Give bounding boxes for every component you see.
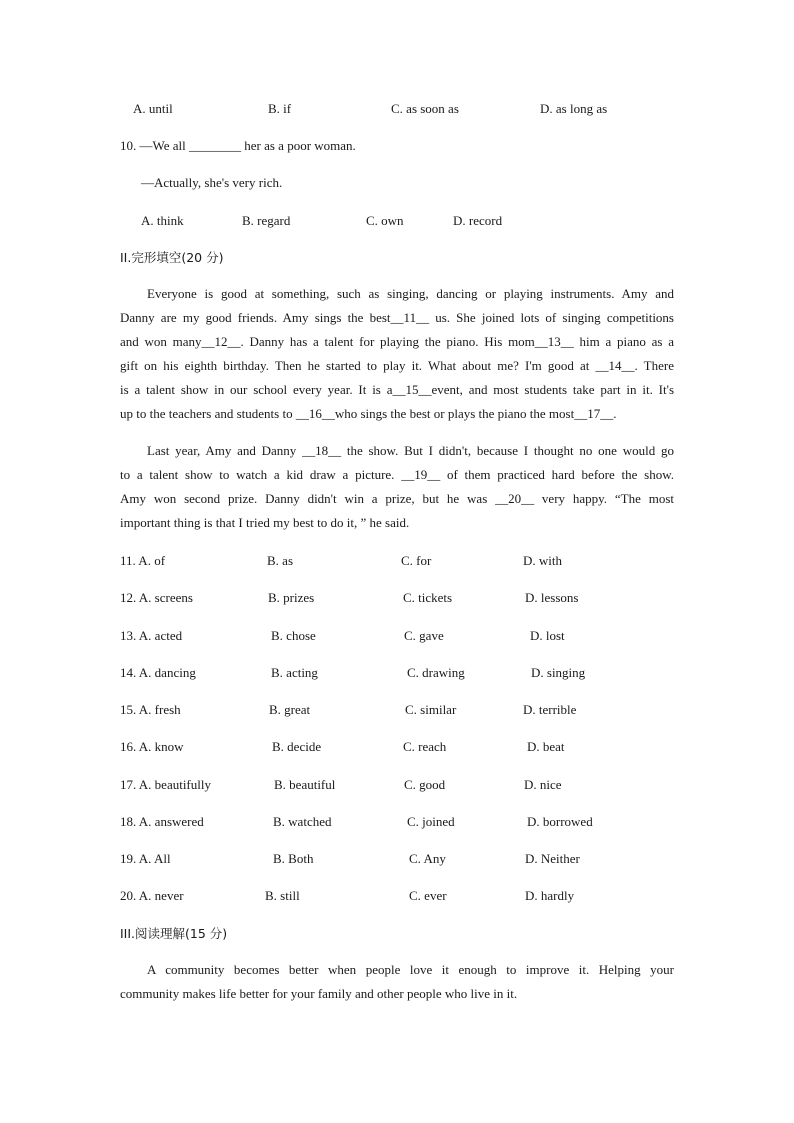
option-c: C. tickets — [403, 590, 453, 605]
section-3-heading: III.阅读理解(15 分) — [120, 926, 228, 941]
cloze-p2-line: Amy won second prize. Danny didn't win a prize, but he was __20__ very happy. “The most — [120, 491, 674, 506]
q10-option-c: C. own — [366, 213, 404, 228]
option-b: B. beautiful — [274, 777, 336, 792]
option-c: C. joined — [407, 814, 455, 829]
q10-option-b: B. regard — [242, 213, 291, 228]
option-a: 19. A. All — [120, 851, 171, 866]
option-d: D. lessons — [525, 590, 579, 605]
option-a: 15. A. fresh — [120, 702, 181, 717]
cloze-p1-line: and won many__12__. Danny has a talent for playing the piano. His mom__13__ him a piano as a — [120, 334, 674, 349]
cloze-p1-line: Everyone is good at something, such as singing, dancing or playing instruments. Amy and — [147, 286, 674, 301]
q9-option-d: D. as long as — [540, 101, 608, 116]
option-d: D. with — [523, 553, 562, 568]
option-b: B. still — [265, 888, 300, 903]
q10-option-a: A. think — [141, 213, 184, 228]
cloze-p2-line: to a talent show to watch a kid draw a picture. __19__ of them practiced hard before the show. — [120, 467, 674, 482]
option-b: B. Both — [273, 851, 314, 866]
option-b: B. as — [267, 553, 293, 568]
cloze-p1-line: is a talent show in our school every year. It is a__15__event, and most students take part in it. It's — [120, 382, 674, 397]
option-d: D. hardly — [525, 888, 575, 903]
option-c: C. reach — [403, 739, 447, 754]
q10-stem: 10. —We all ________ her as a poor woman. — [120, 138, 356, 153]
option-b: B. acting — [271, 665, 318, 680]
option-d: D. terrible — [523, 702, 577, 717]
option-d: D. singing — [531, 665, 586, 680]
option-c: C. Any — [409, 851, 446, 866]
option-b: B. decide — [272, 739, 322, 754]
cloze-p1-line: Danny are my good friends. Amy sings the best__11__ us. She joined lots of singing competitions — [120, 310, 674, 325]
option-a: 16. A. know — [120, 739, 184, 754]
cloze-p1-line: gift on his eighth birthday. Then he started to play it. What about me? I'm good at __14__. There — [120, 358, 674, 373]
q9-option-a: A. until — [133, 101, 173, 116]
option-c: C. for — [401, 553, 432, 568]
section-2-heading: II.完形填空(20 分) — [120, 250, 224, 265]
option-a: 12. A. screens — [120, 590, 193, 605]
cloze-p2-line: important thing is that I tried my best to do it, ” he said. — [120, 515, 410, 530]
q10-option-d: D. record — [453, 213, 503, 228]
q10-reply: —Actually, she's very rich. — [141, 175, 283, 190]
option-a: 17. A. beautifully — [120, 777, 211, 792]
option-c: C. drawing — [407, 665, 465, 680]
option-b: B. prizes — [268, 590, 315, 605]
option-c: C. similar — [405, 702, 457, 717]
reading-line: A community becomes better when people love it enough to improve it. Helping your — [147, 962, 674, 977]
option-c: C. good — [404, 777, 446, 792]
option-b: B. great — [269, 702, 311, 717]
option-d: D. Neither — [525, 851, 580, 866]
cloze-paragraph-1 — [120, 282, 674, 426]
reading-paragraph — [120, 958, 674, 1006]
option-d: D. beat — [527, 739, 565, 754]
option-a: 13. A. acted — [120, 628, 183, 643]
option-a: 14. A. dancing — [120, 665, 196, 680]
q9-option-c: C. as soon as — [391, 101, 459, 116]
reading-line: community makes life better for your family and other people who live in it. — [120, 986, 518, 1001]
option-d: D. borrowed — [527, 814, 593, 829]
option-a: 18. A. answered — [120, 814, 204, 829]
cloze-paragraph-2 — [120, 439, 674, 535]
option-a: 11. A. of — [120, 553, 166, 568]
cloze-p2-line: Last year, Amy and Danny __18__ the show. But I didn't, because I thought no one would go — [147, 443, 674, 458]
option-a: 20. A. never — [120, 888, 184, 903]
option-b: B. chose — [271, 628, 316, 643]
option-c: C. ever — [409, 888, 447, 903]
option-d: D. nice — [524, 777, 562, 792]
q9-option-b: B. if — [268, 101, 292, 116]
option-b: B. watched — [273, 814, 332, 829]
option-c: C. gave — [404, 628, 444, 643]
cloze-p1-line: up to the teachers and students to __16__who sings the best or plays the piano the most__17__. — [120, 406, 617, 421]
option-d: D. lost — [530, 628, 565, 643]
